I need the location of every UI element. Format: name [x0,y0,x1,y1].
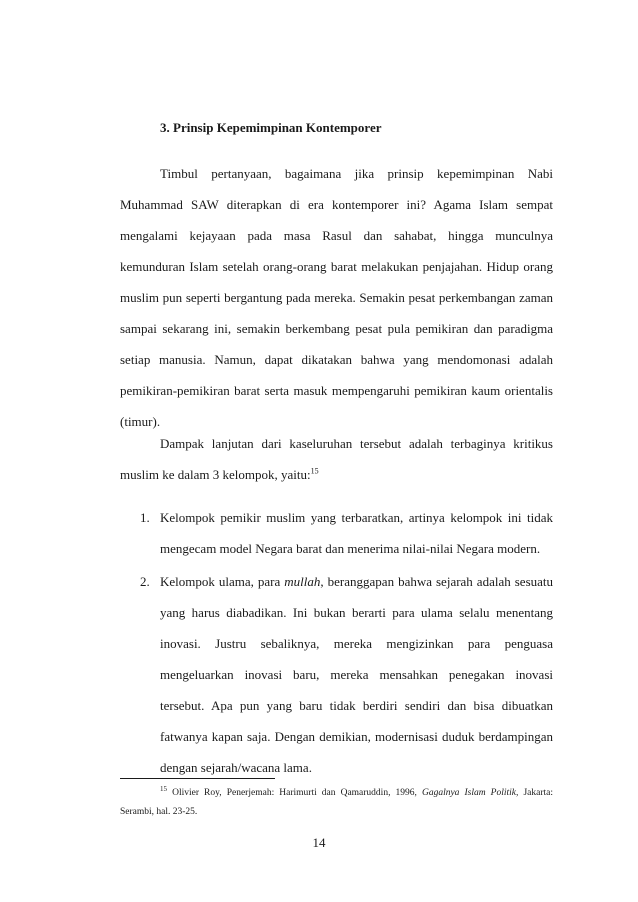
paragraph-1: Timbul pertanyaan, bagaimana jika prinsip kepemimpinan Nabi Muhammad SAW diterapkan di era kontemporer ini? Agama Islam sempat mengalami kejayaan pada masa Rasul dan sahabat, hingga munculnya kemunduran Islam setelah orang-orang barat melakukan penjajahan. Hidup orang muslim pun seperti bergantung pada mereka. Semakin pesat perkembangan zaman sampai sekarang ini, semakin berkembang pesat pula pemikiran dan paradigma setiap manusia. Namun, dapat dikatakan bahwa yang mendomonasi adalah pemikiran-pemikiran barat serta masuk mempengaruhi pemikiran kaum orientalis (timur). [120,166,553,429]
footnote-reference: 15 [310,466,319,476]
footnote-text-start: Olivier Roy, Penerjemah: Harimurti dan Qamaruddin, 1996, [172,788,422,798]
list-item [120,566,553,783]
footnote [120,784,553,822]
section-heading: 3. Prinsip Kepemimpinan Kontemporer [160,120,382,135]
paragraph-2 [120,428,553,490]
paragraph-2-text: Dampak lanjutan dari kaseluruhan tersebut adalah terbaginya kritikus muslim ke dalam 3 kelompok, yaitu: [120,436,553,482]
footnote-number: 15 [160,784,167,793]
page-number: 14 [312,835,326,850]
list-item-number: 2. [140,574,150,589]
footnote-book-title: Gagalnya Islam Politik [421,788,517,798]
list-item-italic-term: mullah [284,574,321,589]
list-item-text-start: Kelompok ulama, para [160,574,285,589]
list-item-text-end: , beranggapan bahwa sejarah adalah sesuatu yang harus diabadikan. Ini bukan berarti para ulama selalu menentang inovasi. Justru sebaliknya, mereka mengizinkan para penguasa mengeluarkan inovasi baru, mereka mensahkan penegakan inovasi tersebut. Apa pun yang baru tidak berdiri sendiri dan bisa dibuatkan fatwanya kapan saja. Dengan demikian, modernisasi duduk berdampingan dengan sejarah/wacana lama. [160,574,554,775]
list-item-text: Kelompok pemikir muslim yang terbaratkan, artinya kelompok ini tidak mengecam model Negara barat dan menerima nilai-nilai Negara modern. [160,510,553,556]
list-item [120,502,553,564]
footnote-divider [120,778,275,779]
list-item-number: 1. [140,510,150,525]
footnote-text-end: , Jakarta: Serambi, hal. 23-25. [120,788,553,817]
kelompok-list [120,502,553,785]
